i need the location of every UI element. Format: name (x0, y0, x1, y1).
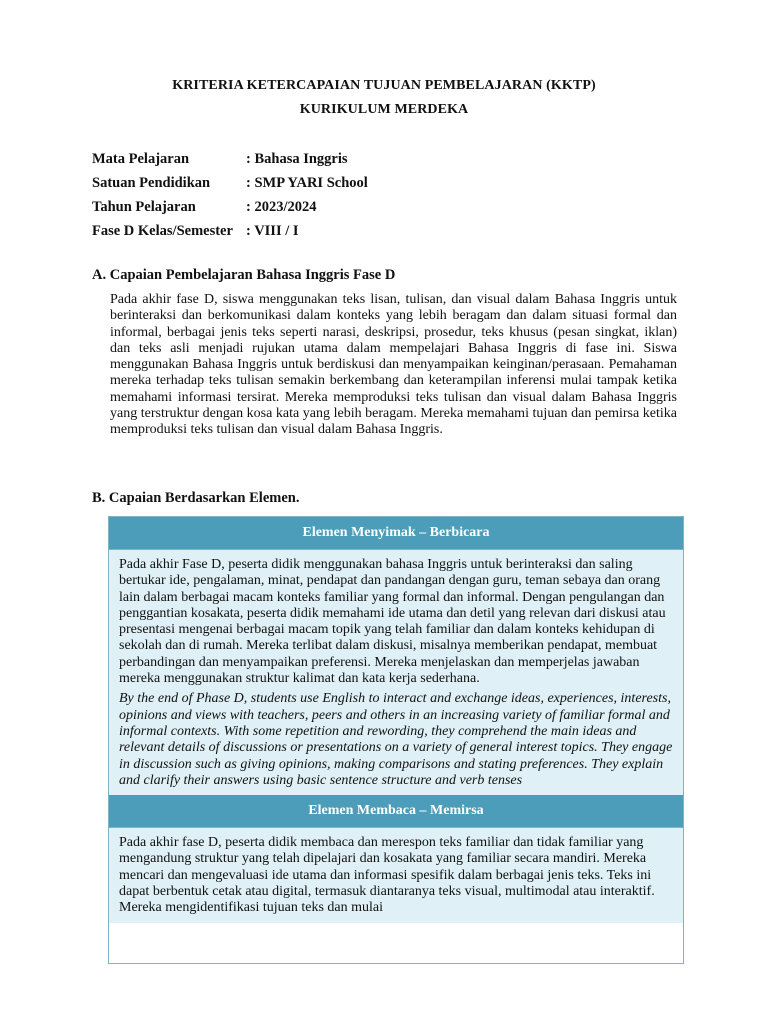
info-key: Mata Pelajaran (92, 151, 190, 167)
element-header-reading-viewing: Elemen Membaca – Memirsa (109, 795, 683, 828)
element-header-listening-speaking: Elemen Menyimak – Berbicara (109, 517, 683, 550)
info-value: : 2023/2024 (246, 199, 317, 215)
info-row-phase (92, 219, 368, 243)
info-row-school (92, 171, 368, 195)
info-key: Tahun Pelajaran (92, 199, 196, 215)
element-text-indonesian: Pada akhir Fase D, peserta didik menggunakan bahasa Inggris untuk berinteraksi dan saling bertukar ide, pengalaman, minat, pendapat dan pandangan dengan guru, teman sebaya dan orang lain dalam berbagai macam konteks familiar yang formal dan informal. Dengan pengulangan dan penggantian kosakata, peserta didik memahami ide utama dan detil yang relevan dari diskusi atau presentasi mengenai berbagai macam topik yang telah familiar dan dalam konteks kehidupan di sekolah dan di rumah. Mereka terlibat dalam diskusi, misalnya memberikan pendapat, membuat perbandingan dan menyampaikan preferensi. Mereka menjelaskan dan memperjelas jawaban mereka menggunakan struktur kalimat dan kata kerja sederhana. (119, 557, 666, 687)
elements-table (108, 516, 684, 964)
info-row-subject (92, 147, 368, 171)
info-key: Fase D Kelas/Semester (92, 223, 233, 239)
info-value: : Bahasa Inggris (246, 151, 348, 167)
section-b-heading: B. Capaian Berdasarkan Elemen. (92, 490, 300, 506)
info-block (92, 147, 368, 243)
document-subtitle: KURIKULUM MERDEKA (299, 102, 469, 117)
info-key: Satuan Pendidikan (92, 175, 211, 191)
info-value: : VIII / I (246, 223, 299, 239)
document-title: KRITERIA KETERCAPAIAN TUJUAN PEMBELAJARAN (KKTP) (172, 78, 596, 93)
info-value: : SMP YARI School (246, 175, 368, 191)
section-a-heading: A. Capaian Pembelajaran Bahasa Inggris Fase D (92, 267, 396, 283)
section-a-paragraph: Pada akhir fase D, siswa menggunakan teks lisan, tulisan, dan visual dalam Bahasa Inggris untuk berinteraksi dan berkomunikasi dalam konteks yang lebih beragam dan dalam situasi formal dan informal, berbagai jenis teks seperti narasi, deskripsi, prosedur, teks khusus (pesan singkat, iklan) dan teks asli menjadi rujukan utama dalam mempelajari Bahasa Inggris di fase ini. Siswa menggunakan Bahasa Inggris untuk berdiskusi dan menyampaikan keinginan/perasaan. Pemahaman mereka terhadap teks tulisan semakin berkembang dan keterampilan inferensi mulai tampak ketika memahami informasi tersirat. Mereka memproduksi teks tulisan dan visual dalam Bahasa Inggris yang terstruktur dengan kosa kata yang lebih beragam. Mereka memahami tujuan dan pemirsa ketika memproduksi teks tulisan dan visual dalam Bahasa Inggris. (110, 292, 677, 438)
element-text-english: By the end of Phase D, students use English to interact and exchange ideas, experiences, interests, opinions and views with teachers, peers and others in an increasing variety of familiar formal and informal contexts. With some repetition and rewording, they comprehend the main ideas and relevant details of discussions or presentations on a variety of general interest topics. They engage in discussion such as giving opinions, making comparisons and stating preferences. They explain and clarify their answers using basic sentence structure and verb tenses (119, 691, 673, 788)
element-body-listening-speaking (109, 550, 683, 795)
info-row-year (92, 195, 368, 219)
element-body-reading-viewing (109, 828, 683, 922)
element-text-indonesian: Pada akhir fase D, peserta didik membaca dan merespon teks familiar dan tidak familiar yang mengandung struktur yang telah dipelajari dan kosakata yang familiar secara mandiri. Mereka mencari dan mengevaluasi ide utama dan informasi spesifik dalam berbagai jenis teks. Teks ini dapat berbentuk cetak atau digital, termasuk diantaranya teks visual, multimodal atau interaktif. Mereka mengidentifikasi tujuan teks dan mulai (119, 835, 655, 916)
